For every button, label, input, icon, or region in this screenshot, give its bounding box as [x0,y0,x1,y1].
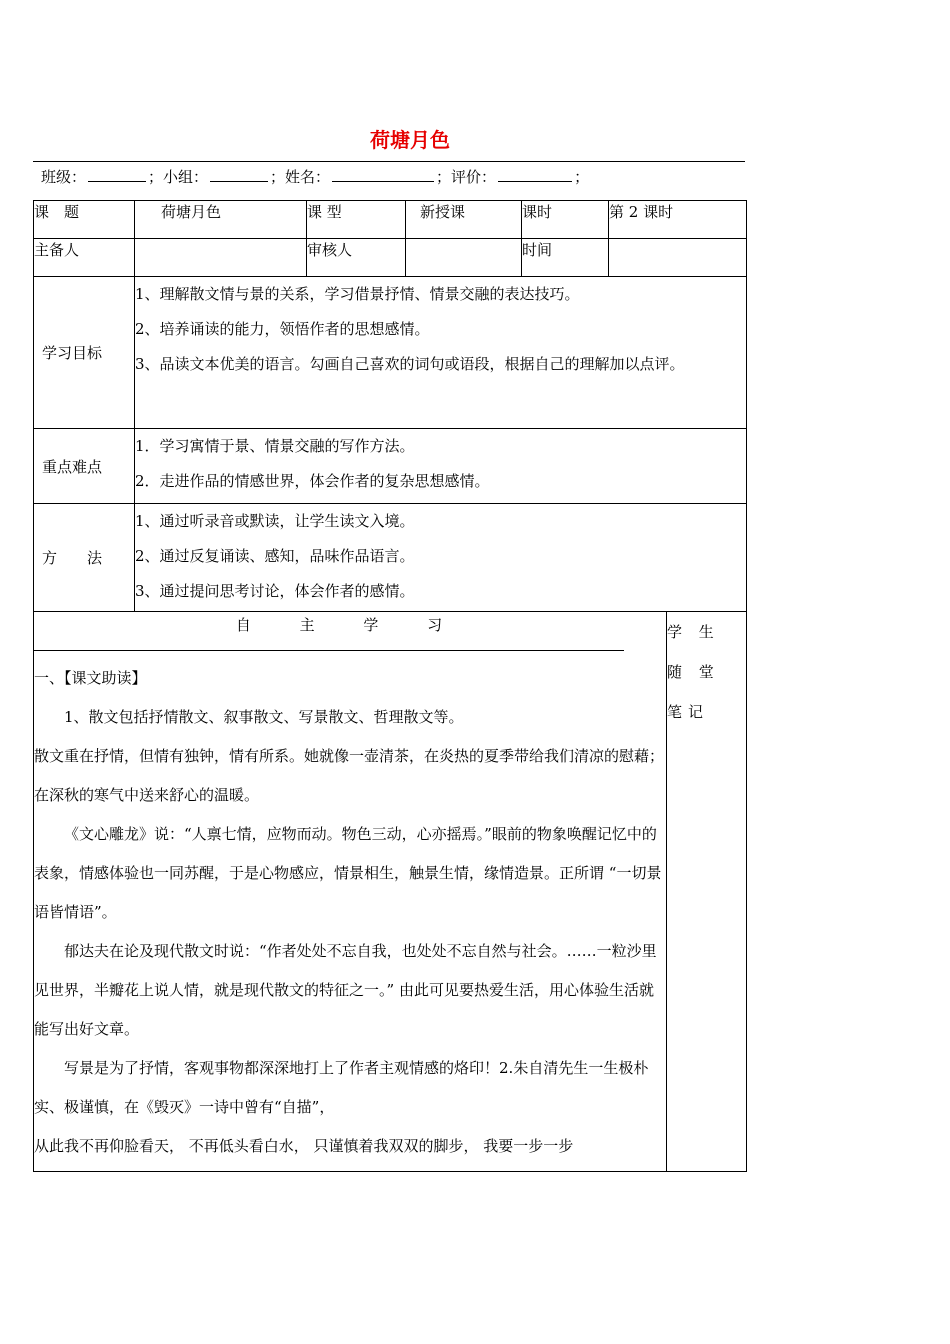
type-label: 课 型 [307,201,406,239]
self-study-content [34,612,667,1172]
self-study-divider [34,650,624,651]
study-paragraph: 郁达夫在论及现代散文时说：“作者处处不忘自我，也处处不忘自然与社会。……一粒沙里见世界，半瓣花上说人情，就是现代散文的特征之一。” 由此可见要热爱生活，用心体验生活就能写出好文章。 [34,942,657,1038]
group-blank[interactable] [210,167,268,182]
period-value: 第 2 课时 [609,201,747,239]
time-value [609,239,747,277]
student-info-line [41,166,589,187]
method-item: 3、通过提问思考讨论，体会作者的感情。 [135,582,415,600]
time-label: 时间 [522,239,609,277]
evaluation-blank[interactable] [498,167,572,182]
key-point-item: 1．学习寓情于景、情景交融的写作方法。 [135,437,415,455]
method-item: 2、通过反复诵读、感知，品味作品语言。 [135,547,415,565]
methods-label: 方 法 [34,504,135,612]
key-points-row [34,429,747,504]
type-value: 新授课 [406,201,522,239]
goal-item: 2、培养诵读的能力，领悟作者的思想感情。 [135,320,430,338]
topic-row [34,201,747,239]
methods-content [135,504,747,612]
goals-row [34,277,747,429]
lesson-plan-table [33,200,747,1172]
group-label: ；小组： [148,168,209,186]
period-label: 课时 [522,201,609,239]
class-blank[interactable] [88,167,146,182]
preparer-label: 主备人 [34,239,135,277]
goals-label: 学习目标 [34,277,135,429]
reviewer-value [406,239,522,277]
name-label: ；姓名： [270,168,331,186]
study-paragraph: 1、散文包括抒情散文、叙事散文、写景散文、哲理散文等。 [64,708,464,726]
title-divider [33,161,745,162]
study-paragraph: 散文重在抒情，但情有独钟，情有所系。她就像一壶清茶，在炎热的夏季带给我们清凉的慰藉；在深秋的寒气中送来舒心的温暖。 [34,747,665,804]
methods-row [34,504,747,612]
key-points-label: 重点难点 [34,429,135,504]
key-points-content [135,429,747,504]
topic-value: 荷塘月色 [135,201,307,239]
class-label: 班级： [41,168,87,186]
study-paragraph: 从此我不再仰脸看天， 不再低头看白水， 只谨慎着我双双的脚步， 我要一步一步 [34,1137,574,1155]
goals-content [135,277,747,429]
info-end: ； [574,168,590,186]
goal-item: 1、理解散文情与景的关系，学习借景抒情、情景交融的表达技巧。 [135,285,580,303]
document-title: 荷塘月色 [370,128,450,152]
section-heading: 一、【课文助读】 [34,669,147,687]
self-study-row [34,612,747,1172]
name-blank[interactable] [332,167,434,182]
evaluation-label: ；评价： [436,168,497,186]
preparer-row [34,239,747,277]
topic-label: 课 题 [34,201,135,239]
student-notes-column[interactable]: 学 生 随 堂 笔记 [667,612,747,1172]
goal-item: 3、品读文本优美的语言。勾画自己喜欢的词句或语段，根据自己的理解加以点评。 [135,355,685,373]
study-paragraph: 《文心雕龙》说：“人禀七情，应物而动。物色三动，心亦摇焉。”眼前的物象唤醒记忆中的表象，情感体验也一同苏醒，于是心物感应，情景相生，触景生情，缘情造景。正所谓 “一切景语皆情语”。 [34,825,662,921]
reviewer-label: 审核人 [307,239,406,277]
method-item: 1、通过听录音或默读，让学生读文入境。 [135,512,415,530]
study-paragraph: 写景是为了抒情，客观事物都深深地打上了作者主观情感的烙印！2.朱自清先生一生极朴实、极谨慎，在《毁灭》一诗中曾有“自描”， [34,1059,649,1116]
self-study-heading: 自 主 学 习 [235,616,465,634]
key-point-item: 2．走进作品的情感世界，体会作者的复杂思想感情。 [135,472,490,490]
preparer-value [135,239,307,277]
